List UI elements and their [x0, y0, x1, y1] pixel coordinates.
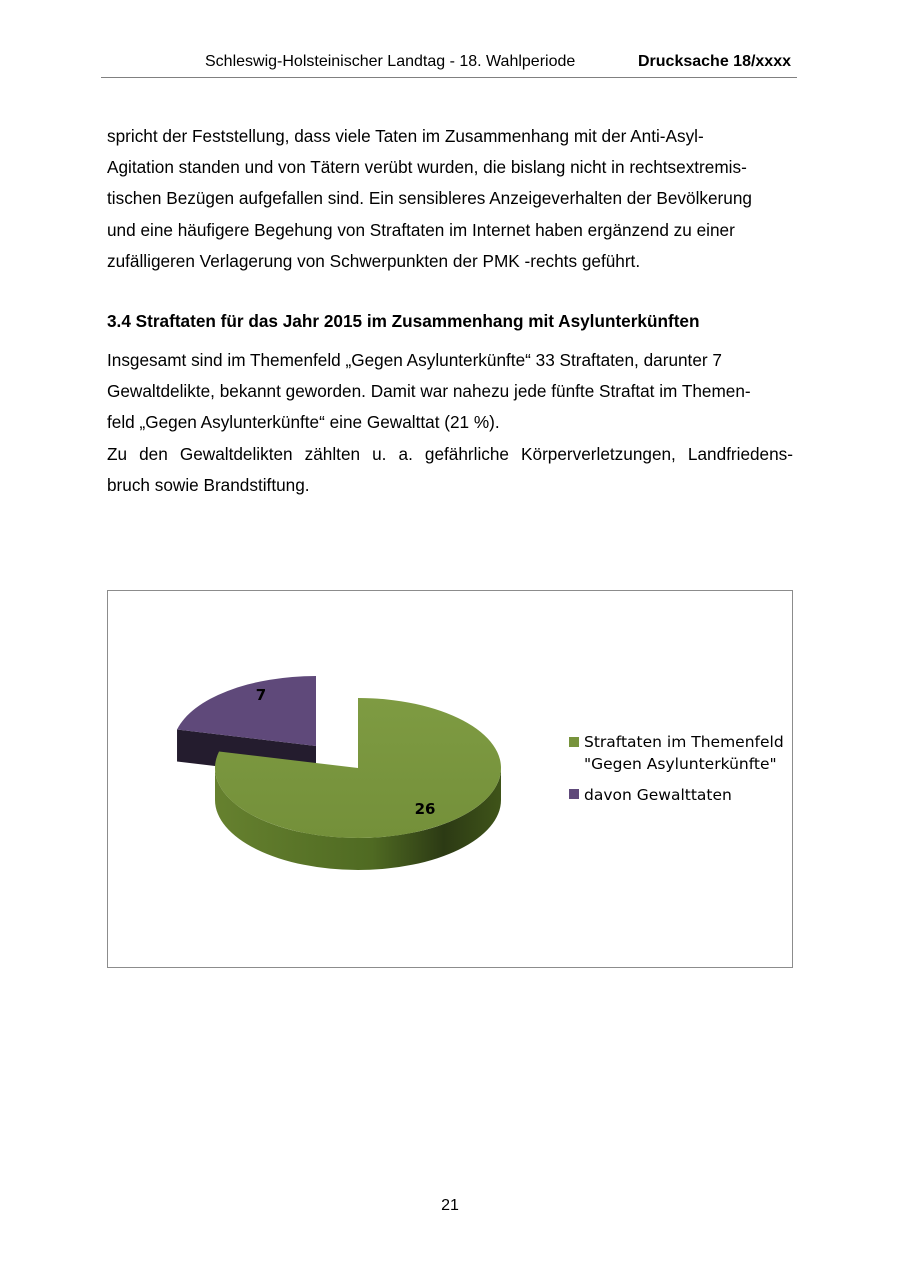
chart-legend [569, 733, 784, 804]
paragraph-line: feld „Gegen Asylunterkünfte“ eine Gewalttat (21 %). [107, 412, 500, 433]
paragraph-line: und eine häufigere Begehung von Straftaten im Internet haben ergänzend zu einer [107, 219, 735, 240]
legend-label-total-line2: "Gegen Asylunterkünfte" [584, 755, 777, 773]
header-title: Schleswig-Holsteinischer Landtag - 18. Wahlperiode [205, 53, 576, 70]
legend-swatch-violent [569, 789, 579, 799]
paragraph-line: zufälligeren Verlagerung von Schwerpunkten der PMK -rechts geführt. [107, 250, 641, 271]
paragraph-line: Agitation standen und von Tätern verübt wurden, die bislang nicht in rechtsextremis- [107, 157, 747, 178]
data-label-total: 26 [414, 800, 436, 818]
legend-swatch-total [569, 737, 579, 747]
paragraph-line: tischen Bezügen aufgefallen sind. Ein sensibleres Anzeigeverhalten der Bevölkerung [107, 188, 752, 209]
header-document-number: Drucksache 18/xxxx [638, 53, 791, 70]
page-header [101, 52, 797, 78]
legend-label-total-line1: Straftaten im Themenfeld [584, 733, 784, 751]
section-heading: 3.4 Straftaten für das Jahr 2015 im Zusammenhang mit Asylunterkünften [107, 311, 700, 331]
paragraph-line: spricht der Feststellung, dass viele Taten im Zusammenhang mit der Anti-Asyl- [107, 126, 704, 146]
paragraph-line: Zu den Gewaltdelikten zählten u. a. gefährliche Körperverletzungen, Landfriedens- [107, 444, 793, 464]
legend-label-violent: davon Gewalttaten [584, 786, 732, 804]
paragraph-line: bruch sowie Brandstiftung. [107, 475, 310, 496]
pie-chart-canvas [108, 591, 792, 967]
paragraph-3 [107, 439, 793, 501]
paragraph-line: Insgesamt sind im Themenfeld „Gegen Asylunterkünfte“ 33 Straftaten, darunter 7 [107, 350, 722, 370]
data-label-violent: 7 [255, 686, 267, 704]
paragraph-line: Gewaltdelikte, bekannt geworden. Damit war nahezu jede fünfte Straftat im Themen- [107, 381, 751, 402]
paragraph-1 [107, 121, 793, 277]
page-number: 21 [441, 1197, 459, 1214]
pie-chart [107, 590, 793, 968]
paragraph-2 [107, 345, 793, 439]
